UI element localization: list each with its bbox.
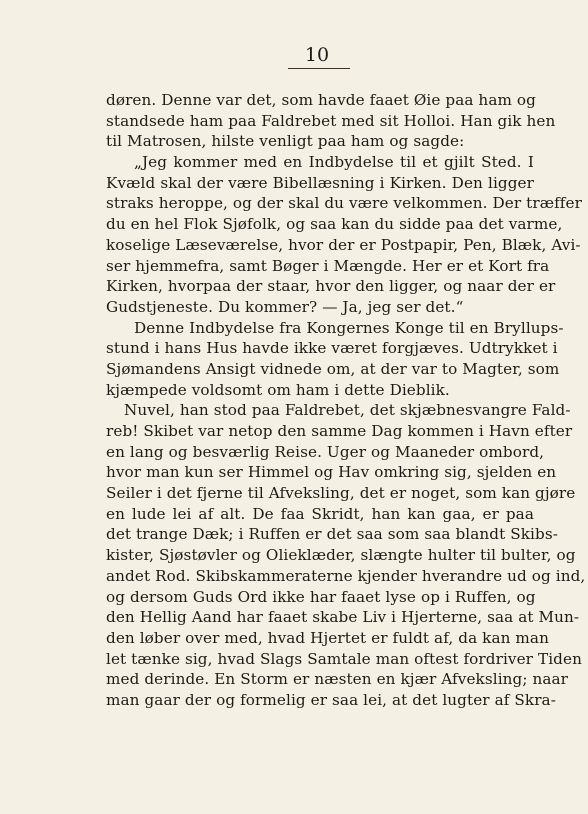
text-line: Denne Indbydelse fra Kongernes Konge til en Bryllups- bbox=[134, 318, 564, 337]
text-line: let tænke sig, hvad Slags Samtale man oftest fordriver Tiden bbox=[106, 649, 582, 668]
text-line: Kvæld skal der være Bibellæsning i Kirken. Den ligger bbox=[106, 173, 534, 192]
text-line: kister, Sjøstøvler og Olieklæder, slængte hulter til bulter, og bbox=[106, 546, 576, 565]
text-line: man gaar der og formelig er saa lei, at det lugter af Skra- bbox=[106, 690, 556, 709]
text-line: stund i hans Hus havde ikke været forgjæves. Udtrykket i bbox=[106, 339, 558, 358]
text-line: det trange Dæk; i Ruffen er det saa som saa blandt Skibs- bbox=[106, 525, 558, 544]
text-line: med derinde. En Storm er næsten en kjær Afveksling; naar bbox=[106, 670, 569, 689]
text-line: Seiler i det fjerne til Afveksling, det er noget, som kan gjøre bbox=[106, 484, 576, 503]
text-line: døren. Denne var det, som havde faaet Øie paa ham og bbox=[106, 91, 536, 109]
text-line: Nuvel, han stod paa Faldrebet, det skjæbnesvangre Fald- bbox=[124, 401, 571, 420]
text-line: reb! Skibet var netop den samme Dag kommen i Havn efter bbox=[106, 422, 573, 440]
text-line: til Matrosen, hilste venligt paa ham og sagde: bbox=[106, 132, 465, 151]
text-line: kjæmpede voldsomt om ham i dette Dieblik. bbox=[106, 380, 450, 399]
text-line: Sjømandens Ansigt vidnede om, at der var to Magter, som bbox=[106, 359, 560, 378]
text-line: og dersom Guds Ord ikke har faaet lyse op i Ruffen, og bbox=[106, 587, 536, 606]
text-line: en lude lei af alt. De faa Skridt, han kan gaa, er paa bbox=[106, 504, 534, 523]
text-line: Kirken, hvorpaa der staar, hvor den ligger, og naar der er bbox=[106, 277, 556, 296]
text-line: standsede ham paa Faldrebet med sit Holloi. Han gik hen bbox=[106, 111, 556, 130]
text-line: hvor man kun ser Himmel og Hav omkring sig, sjelden en bbox=[106, 463, 557, 482]
body-text bbox=[106, 90, 586, 711]
text-line: koselige Læseværelse, hvor der er Postpapir, Pen, Blæk, Avi- bbox=[106, 235, 581, 254]
text-line: straks heroppe, og der skal du være velkommen. Der træffer bbox=[106, 194, 582, 213]
page-number: 10 bbox=[304, 44, 330, 66]
text-line: den Hellig Aand har faaet skabe Liv i Hjerterne, saa at Mun- bbox=[106, 608, 580, 627]
text-line: du en hel Flok Sjøfolk, og saa kan du sidde paa det varme, bbox=[106, 215, 563, 234]
text-line: andet Rod. Skibskammeraterne kjender hverandre ud og ind, bbox=[106, 566, 586, 585]
text-line: Gudstjeneste. Du kommer? — Ja, jeg ser det.“ bbox=[106, 297, 464, 316]
text-line: den løber over med, hvad Hjertet er fuldt af, da kan man bbox=[106, 628, 549, 647]
text-line: ser hjemmefra, samt Bøger i Mængde. Her er et Kort fra bbox=[106, 256, 550, 275]
text-line: „Jeg kommer med en Indbydelse til et gjilt Sted. I bbox=[134, 153, 534, 172]
text-line: en lang og besværlig Reise. Uger og Maaneder ombord, bbox=[106, 442, 545, 461]
header-rule bbox=[288, 68, 350, 69]
